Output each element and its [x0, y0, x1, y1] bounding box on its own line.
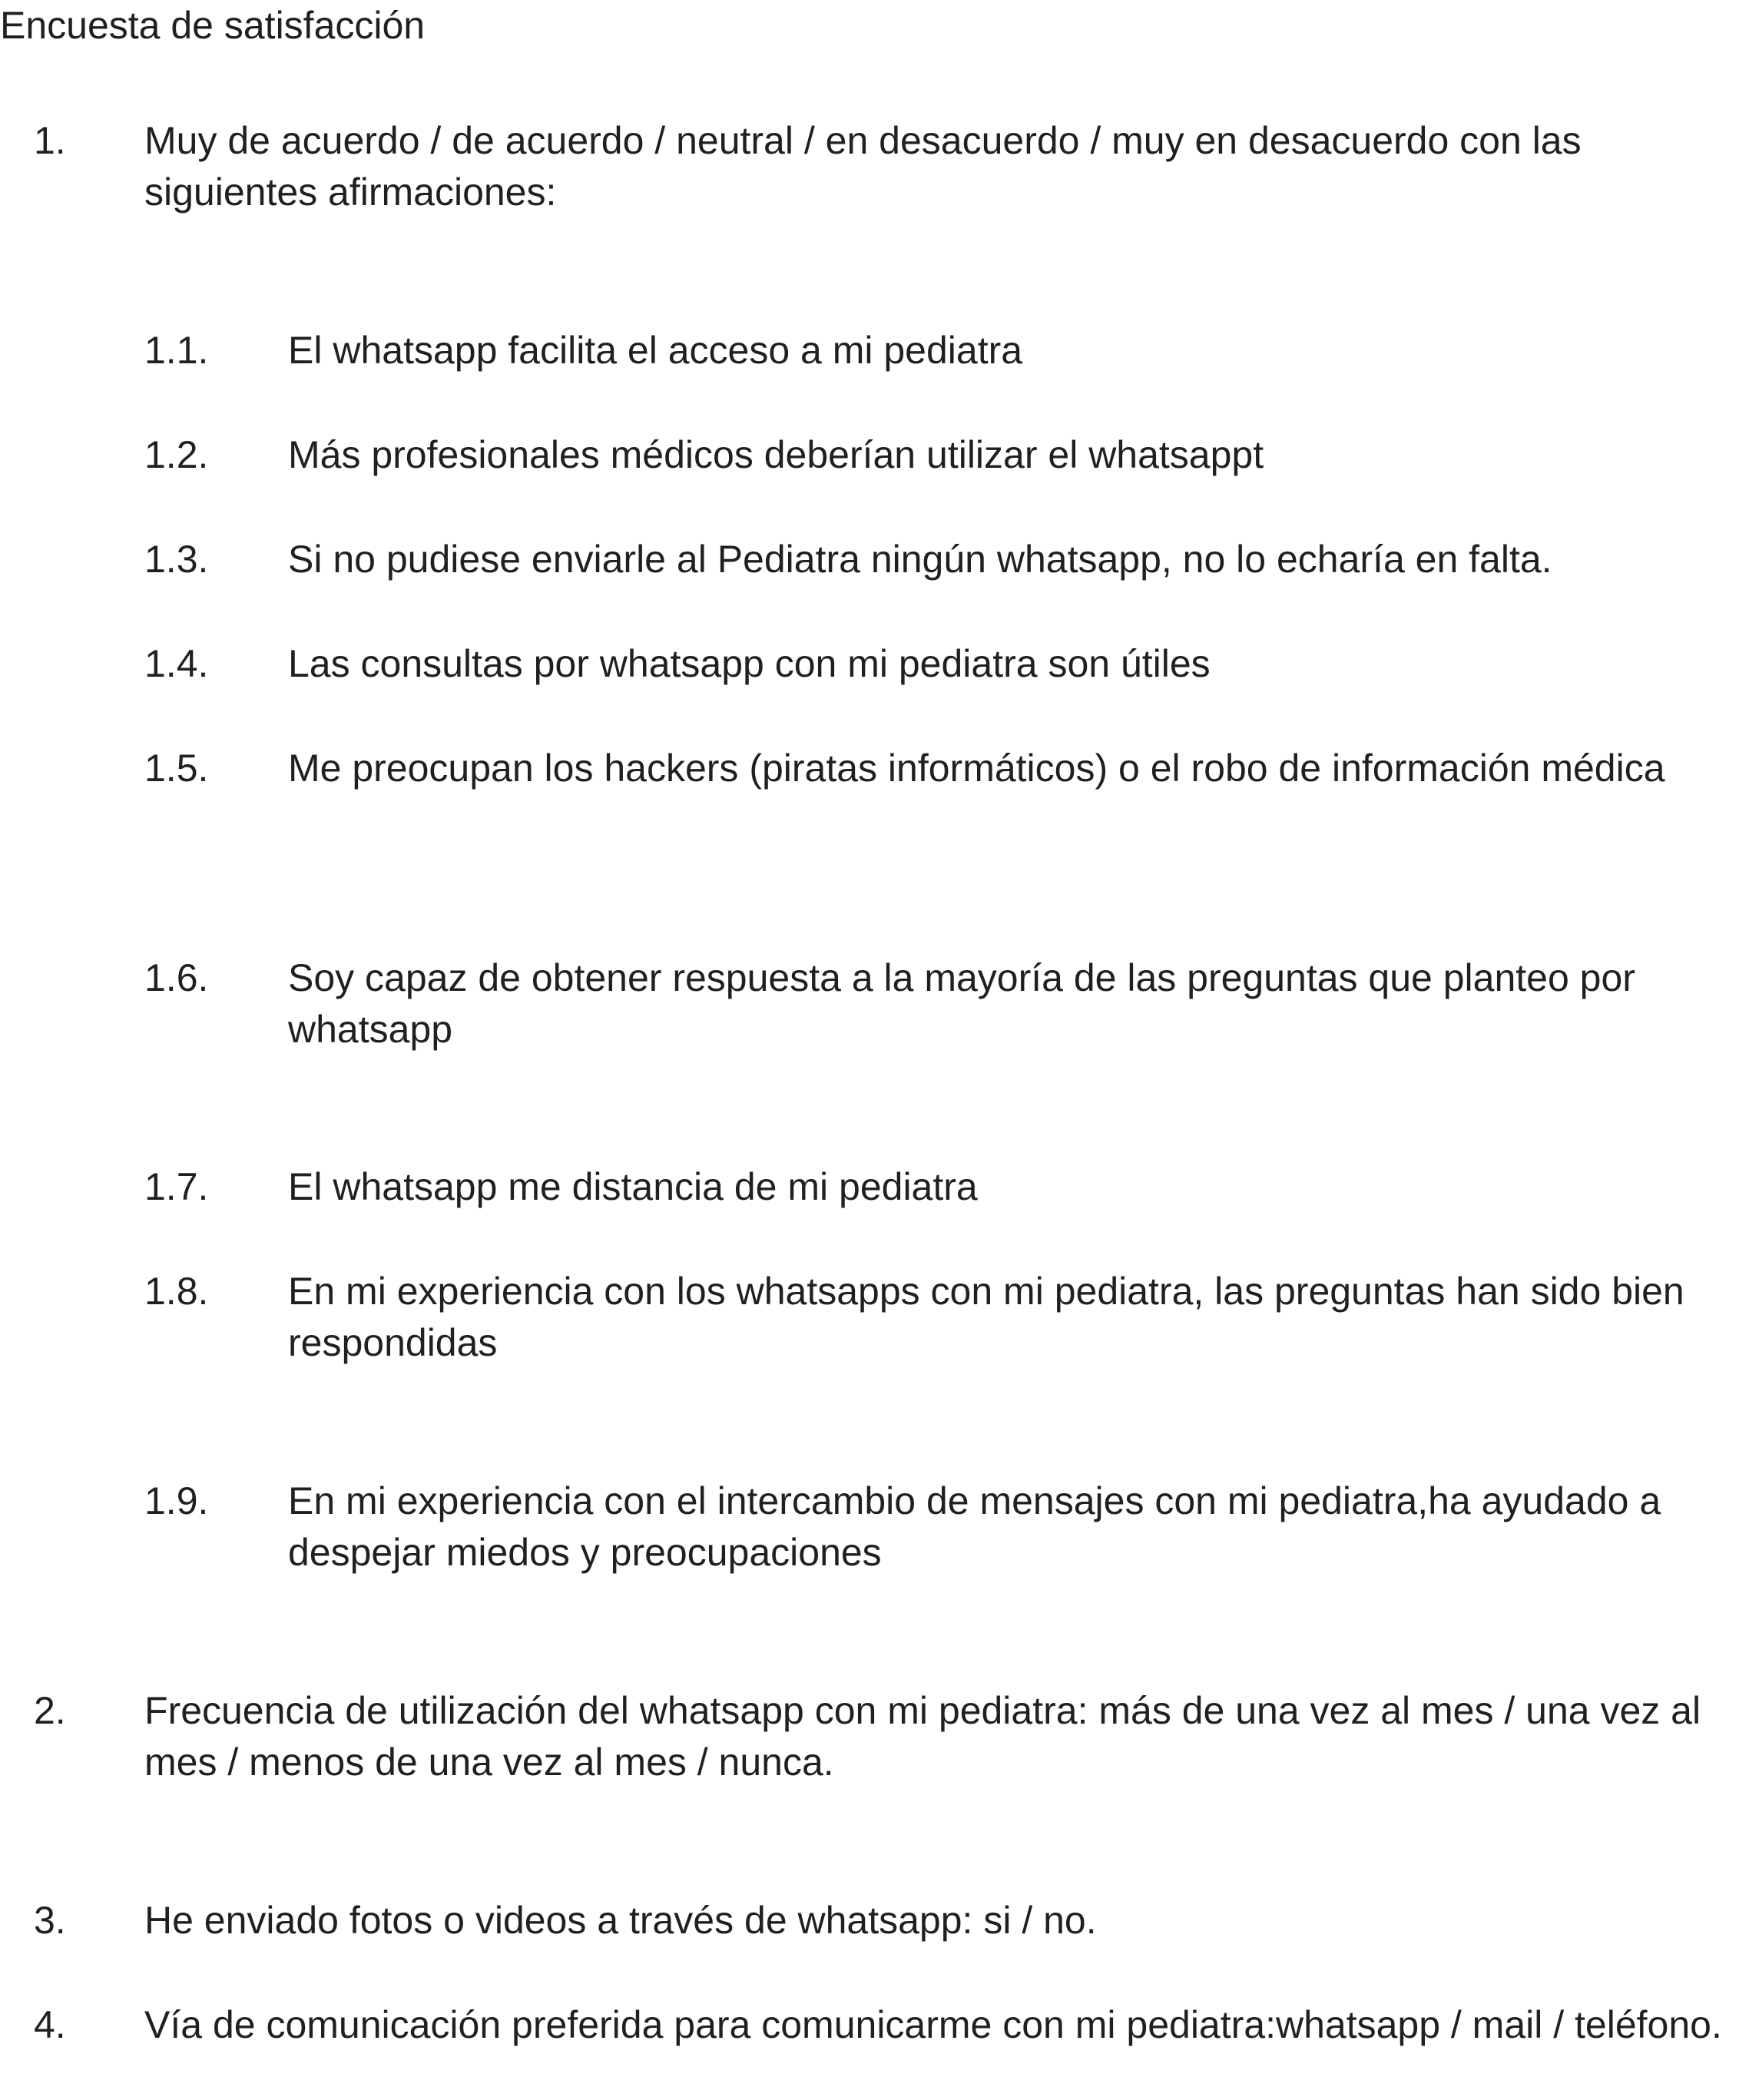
question-text: Frecuencia de utilización del whatsapp con mi pediatra: más de una vez al mes / una vez al mes / menos de una vez al mes / nunca.: [144, 1689, 1701, 1784]
statement-text: El whatsapp me distancia de mi pediatra: [288, 1165, 978, 1208]
question-number: 4.: [34, 2003, 66, 2046]
question-number: 1.: [34, 119, 66, 162]
statement-text: El whatsapp facilita el acceso a mi pediatra: [288, 329, 1023, 372]
statement-number: 1.9.: [144, 1479, 209, 1522]
question-text: Muy de acuerdo / de acuerdo / neutral / en desacuerdo / muy en desacuerdo con las siguientes afirmaciones:: [144, 119, 1582, 214]
statement-number: 1.6.: [144, 956, 209, 999]
statement-text: En mi experiencia con los whatsapps con mi pediatra, las preguntas han sido bien respondidas: [288, 1270, 1684, 1364]
statement-number: 1.1.: [144, 329, 209, 372]
question-number: 3.: [34, 1899, 66, 1942]
page-title: Encuesta de satisfacción: [0, 4, 426, 47]
statement-number: 1.8.: [144, 1270, 209, 1313]
question-number: 2.: [34, 1689, 66, 1732]
statement-number: 1.3.: [144, 538, 209, 581]
statement-text: Soy capaz de obtener respuesta a la mayoría de las preguntas que planteo por whatsapp: [288, 956, 1635, 1051]
question-text: Vía de comunicación preferida para comunicarme con mi pediatra:whatsapp / mail / teléfono.: [144, 2003, 1722, 2046]
statement-number: 1.4.: [144, 642, 209, 685]
question-text: He enviado fotos o videos a través de whatsapp: si / no.: [144, 1899, 1097, 1942]
statement-text: En mi experiencia con el intercambio de mensajes con mi pediatra,ha ayudado a despejar miedos y preocupaciones: [288, 1479, 1661, 1574]
statement-number: 1.7.: [144, 1165, 209, 1208]
statement-text: Me preocupan los hackers (piratas informáticos) o el robo de información médica: [288, 747, 1665, 790]
statement-text: Más profesionales médicos deberían utilizar el whatsappt: [288, 433, 1264, 476]
statement-number: 1.5.: [144, 747, 209, 790]
statement-text: Las consultas por whatsapp con mi pediatra son útiles: [288, 642, 1211, 685]
statement-text: Si no pudiese enviarle al Pediatra ningún whatsapp, no lo echaría en falta.: [288, 538, 1552, 581]
statement-number: 1.2.: [144, 433, 209, 476]
